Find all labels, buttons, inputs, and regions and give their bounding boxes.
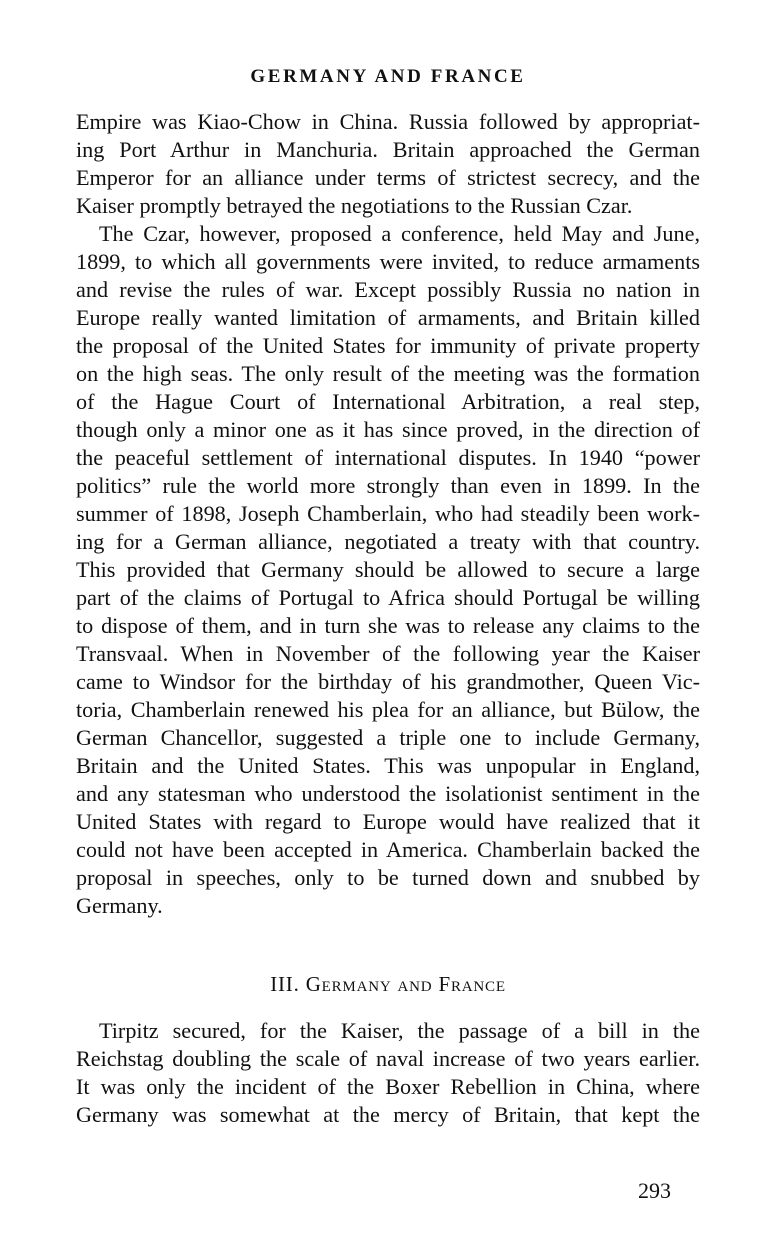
section-heading: III. Germany and France — [270, 972, 506, 996]
text-line: and revise the rules of war. Except possibly Russia no nation in — [76, 277, 700, 302]
text-line: This provided that Germany should be allowed to secure a large — [76, 557, 700, 582]
text-line: to dispose of them, and in turn she was to release any claims to the — [76, 613, 700, 638]
text-line: though only a minor one as it has since proved, in the direction of — [76, 417, 700, 442]
text-line: Empire was Kiao-Chow in China. Russia followed by appropriat- — [76, 109, 700, 134]
text-line: Germany was somewhat at the mercy of Britain, that kept the — [76, 1102, 700, 1127]
text-line: Tirpitz secured, for the Kaiser, the passage of a bill in the — [99, 1018, 700, 1043]
text-line: part of the claims of Portugal to Africa should Portugal be willing — [76, 585, 700, 610]
text-line: Kaiser promptly betrayed the negotiations to the Russian Czar. — [76, 193, 633, 218]
text-line: 1899, to which all governments were invited, to reduce armaments — [76, 249, 700, 274]
running-head: GERMANY AND FRANCE — [250, 66, 526, 87]
text-line: could not have been accepted in America. Chamberlain backed the — [76, 837, 700, 862]
text-line: German Chancellor, suggested a triple one to include Germany, — [76, 725, 700, 750]
text-line: of the Hague Court of International Arbitration, a real step, — [76, 389, 700, 414]
text-line: ing Port Arthur in Manchuria. Britain approached the German — [76, 137, 700, 162]
text-line: Britain and the United States. This was unpopular in England, — [76, 753, 700, 778]
page-number: 293 — [638, 1178, 671, 1203]
text-line: proposal in speeches, only to be turned down and snubbed by — [76, 865, 700, 890]
text-line: United States with regard to Europe would have realized that it — [76, 809, 700, 834]
text-line: Germany. — [76, 893, 163, 918]
text-line: the peaceful settlement of international disputes. In 1940 “power — [76, 445, 700, 470]
text-line: politics” rule the world more strongly than even in 1899. In the — [76, 473, 700, 498]
text-line: summer of 1898, Joseph Chamberlain, who had steadily been work- — [76, 501, 700, 526]
text-line: The Czar, however, proposed a conference, held May and June, — [99, 221, 700, 246]
text-line: Reichstag doubling the scale of naval increase of two years earlier. — [76, 1046, 700, 1071]
text-line: Europe really wanted limitation of armaments, and Britain killed — [76, 305, 700, 330]
text-line: It was only the incident of the Boxer Rebellion in China, where — [76, 1074, 700, 1099]
text-line: came to Windsor for the birthday of his grandmother, Queen Vic- — [76, 669, 700, 694]
text-line: the proposal of the United States for immunity of private property — [76, 333, 700, 358]
text-line: on the high seas. The only result of the meeting was the formation — [76, 361, 700, 386]
text-line: ing for a German alliance, negotiated a treaty with that country. — [76, 529, 700, 554]
text-line: Emperor for an alliance under terms of strictest secrecy, and the — [76, 165, 700, 190]
text-line: toria, Chamberlain renewed his plea for an alliance, but Bülow, the — [76, 697, 700, 722]
text-line: and any statesman who understood the isolationist sentiment in the — [76, 781, 700, 806]
text-line: Transvaal. When in November of the following year the Kaiser — [76, 641, 700, 666]
